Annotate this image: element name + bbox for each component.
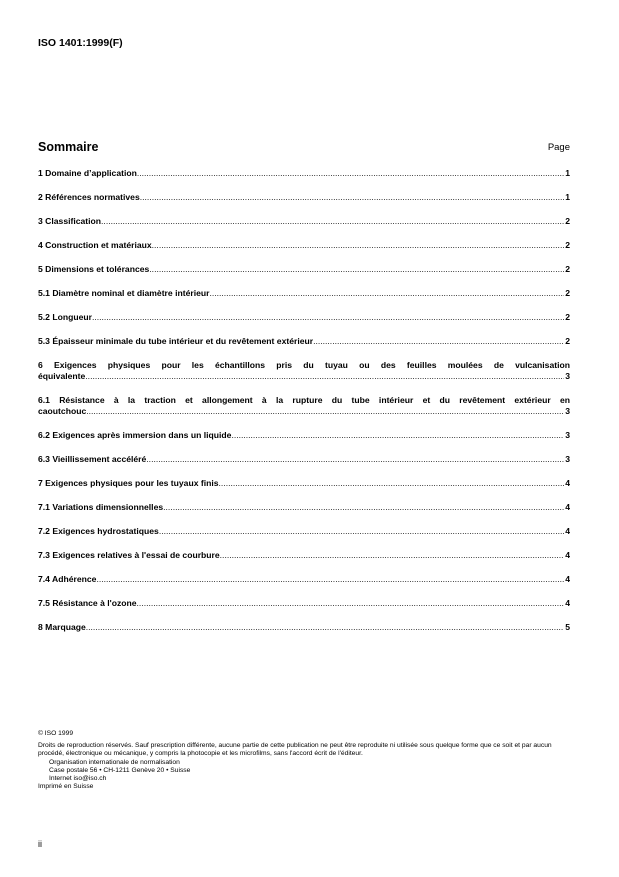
toc-entry-title: 1 Domaine d’application [38, 168, 137, 178]
toc-entry[interactable] [38, 312, 570, 323]
toc-entry-title: équivalente [38, 370, 86, 381]
printed-in: Imprimé en Suisse [38, 783, 94, 791]
dot-leader [159, 526, 564, 537]
copyright-notice [38, 730, 573, 791]
toc-entry-page: 4 [565, 598, 570, 608]
toc-entry-page: 3 [565, 370, 570, 381]
document-id: ISO 1401:1999(F) [38, 37, 123, 49]
toc-entry-title: 2 Références normatives [38, 192, 140, 202]
toc-entry-title: caoutchouc [38, 405, 87, 416]
toc-entry-page: 1 [565, 168, 570, 178]
toc-entry-title: 5.3 Épaisseur minimale du tube intérieur et du revêtement extérieur [38, 336, 314, 346]
toc-entry-title: 7.3 Exigences relatives à l'essai de courbure [38, 550, 220, 560]
dot-leader [313, 336, 564, 347]
toc-entry-page: 3 [565, 454, 570, 464]
toc-entry-title: 7 Exigences physiques pour les tuyaux finis [38, 478, 219, 488]
toc-entry-page: 2 [565, 264, 570, 274]
toc-entry[interactable] [38, 430, 570, 441]
dot-leader [209, 288, 564, 299]
org-name: Organisation internationale de normalisation [49, 758, 180, 766]
toc-entry-page: 3 [565, 405, 570, 416]
toc-entry-title: 7.2 Exigences hydrostatiques [38, 526, 159, 536]
toc-entry[interactable] [38, 216, 570, 227]
toc-entry[interactable] [38, 574, 570, 585]
dot-leader [163, 502, 564, 513]
dot-leader [137, 168, 564, 179]
toc-entry-page: 4 [565, 550, 570, 560]
toc-entry-page: 4 [565, 526, 570, 536]
toc-entry-title: 5.1 Diamètre nominal et diamètre intérieur [38, 288, 210, 298]
dot-leader [220, 550, 565, 561]
toc-entry-page: 2 [565, 312, 570, 322]
dot-leader [146, 454, 564, 465]
dot-leader [152, 240, 565, 251]
page-number: ii [38, 839, 42, 849]
toc-entry-title: 7.5 Résistance à l'ozone [38, 598, 137, 608]
toc-entry-page: 1 [565, 192, 570, 202]
toc-entry[interactable] [38, 454, 570, 465]
toc-title: Sommaire [38, 140, 99, 154]
toc-entry[interactable] [38, 598, 570, 609]
dot-leader [231, 430, 564, 441]
toc-entry[interactable] [38, 288, 570, 299]
dot-leader [92, 312, 564, 323]
toc-page-label: Page [547, 142, 570, 153]
toc-entry-page: 5 [565, 622, 570, 632]
toc-entry[interactable] [38, 550, 570, 561]
toc-entry[interactable] [38, 168, 570, 179]
dot-leader [219, 478, 565, 489]
toc-entry[interactable] [38, 502, 570, 513]
toc-entry[interactable] [38, 395, 570, 416]
toc-entry[interactable] [38, 526, 570, 537]
toc-entry-title-line: 6 Exigences physiques pour les échantillons pris du tuyau ou des feuilles moulées de vulcanisation [38, 360, 570, 370]
dot-leader [86, 622, 564, 633]
dot-leader [140, 192, 564, 203]
toc-entry-title: 6.2 Exigences après immersion dans un liquide [38, 430, 232, 440]
toc-entry[interactable] [38, 192, 570, 203]
dot-leader [149, 264, 564, 275]
toc-entry[interactable] [38, 622, 570, 633]
copyright-line: © ISO 1999 [38, 730, 74, 737]
rights-text: Droits de reproduction réservés. Sauf prescription différente, aucune partie de cette publication ne peut être reproduite ni utilisée sous quelque forme que ce soit et par aucun procédé, électronique ou mécanique, y compris la photocopie et les microfilms, sans l'accord écrit de l'éditeur. [38, 742, 552, 758]
toc-entry-page: 2 [565, 216, 570, 226]
dot-leader [101, 216, 564, 227]
dot-leader [85, 371, 564, 382]
toc-entry-page: 2 [565, 288, 570, 298]
toc-entry-title: 4 Construction et matériaux [38, 240, 152, 250]
toc-entry-title: 8 Marquage [38, 622, 86, 632]
toc-entry-title: 7.4 Adhérence [38, 574, 97, 584]
toc-entry-page: 4 [565, 502, 570, 512]
toc-entry-title: 7.1 Variations dimensionnelles [38, 502, 164, 512]
dot-leader [137, 598, 565, 609]
toc-entry[interactable] [38, 336, 570, 347]
toc-entry-title: 3 Classification [38, 216, 102, 226]
toc-entry-title-line: 6.1 Résistance à la traction et allongement à la rupture du tube intérieur et du revêtement extérieur en [38, 395, 570, 405]
toc-entry[interactable] [38, 478, 570, 489]
dot-leader [96, 574, 564, 585]
toc-entry-title: 5 Dimensions et tolérances [38, 264, 150, 274]
toc-entry-page: 3 [565, 430, 570, 440]
dot-leader [86, 406, 564, 417]
toc-entry[interactable] [38, 240, 570, 251]
toc-entry-page: 2 [565, 336, 570, 346]
org-internet: Internet iso@iso.ch [49, 775, 107, 783]
toc-entry-page: 4 [565, 478, 570, 488]
org-address: Case postale 56 • CH-1211 Genève 20 • Suisse [49, 766, 191, 774]
toc-entry[interactable] [38, 360, 570, 381]
toc-entry-page: 2 [565, 240, 570, 250]
toc-entry-page: 4 [565, 574, 570, 584]
toc-entry-title: 5.2 Longueur [38, 312, 92, 322]
toc-entry[interactable] [38, 264, 570, 275]
toc-entry-title: 6.3 Vieillissement accéléré [38, 454, 147, 464]
